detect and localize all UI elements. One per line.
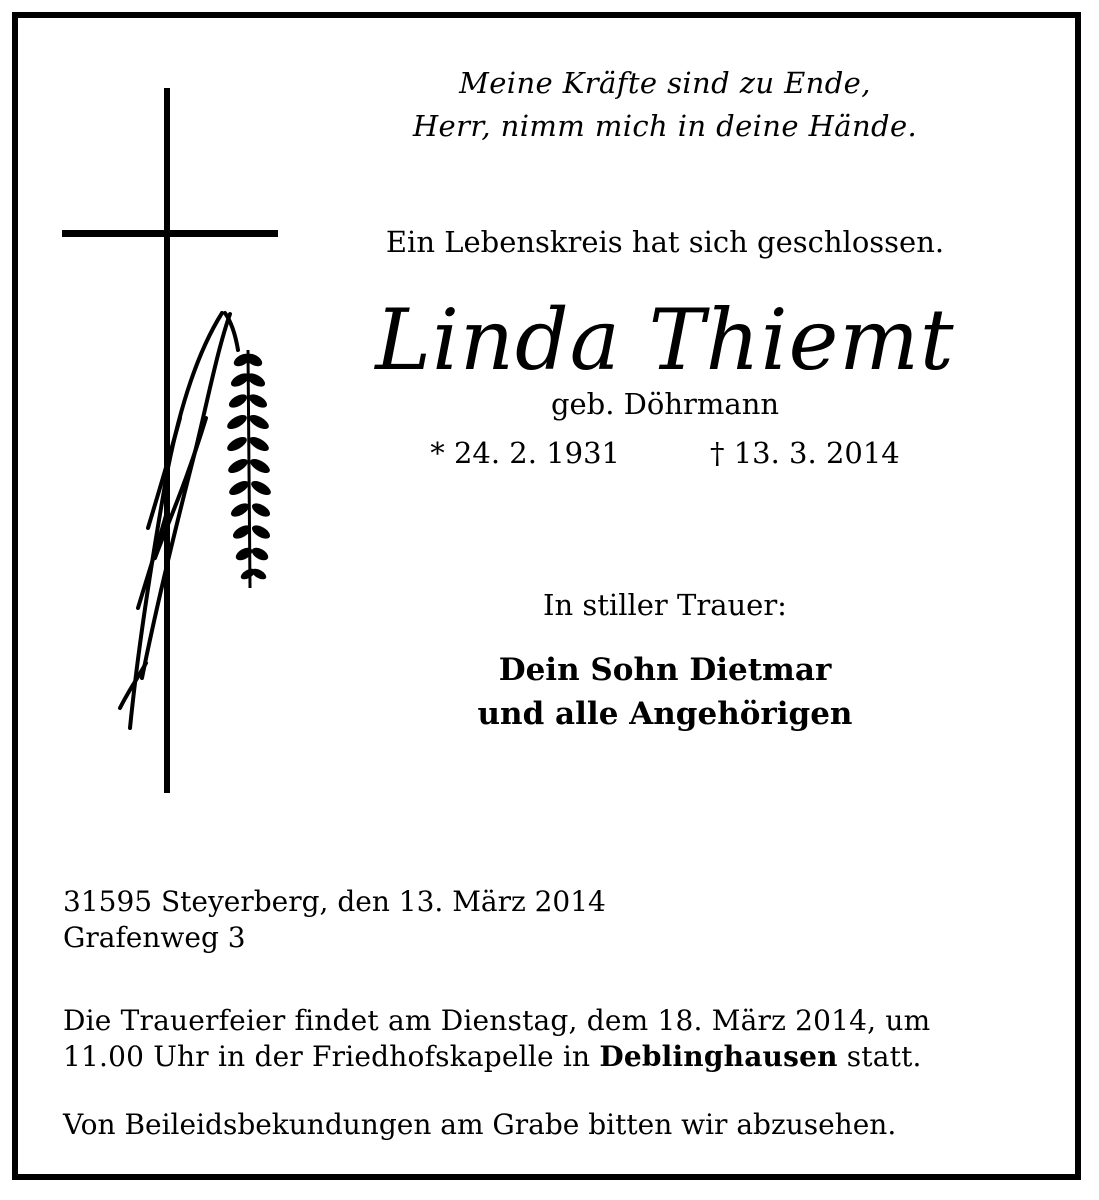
address-line-1: 31595 Steyerberg, den 13. März 2014 bbox=[63, 885, 606, 918]
family-signature bbox=[330, 648, 1000, 736]
service-line-2-pre: 11.00 Uhr in der Friedhofskapelle in bbox=[63, 1040, 600, 1073]
service-line-2 bbox=[63, 1039, 1053, 1075]
service-line-2-post: statt. bbox=[837, 1040, 922, 1073]
address-line-2: Grafenweg 3 bbox=[63, 921, 246, 954]
service-line-1: Die Trauerfeier findet am Dienstag, dem 18. März 2014, um bbox=[63, 1004, 931, 1037]
maiden-name: geb. Döhrmann bbox=[550, 387, 780, 421]
family-line-2: und alle Angehörigen bbox=[477, 696, 853, 732]
service-place: Deblinghausen bbox=[599, 1040, 838, 1073]
family-line-1: Dein Sohn Dietmar bbox=[498, 652, 832, 688]
motto-line-2: Herr, nimm mich in deine Hände. bbox=[412, 109, 918, 143]
motto-line-1: Meine Kräfte sind zu Ende, bbox=[459, 66, 871, 100]
death-date: † 13. 3. 2014 bbox=[710, 436, 900, 470]
address-block bbox=[63, 884, 1053, 956]
funeral-service-info bbox=[63, 1003, 1053, 1075]
birth-date: * 24. 2. 1931 bbox=[430, 436, 620, 470]
life-dates bbox=[330, 433, 1000, 473]
cross-with-wheat-icon bbox=[60, 88, 290, 793]
intro-text: Ein Lebenskreis hat sich geschlossen. bbox=[385, 225, 945, 259]
condolence-note: Von Beileidsbekundungen am Grabe bitten wir abzusehen. bbox=[63, 1108, 897, 1141]
deceased-name: Linda Thiemt bbox=[375, 291, 955, 389]
mourning-label: In stiller Trauer: bbox=[543, 588, 787, 622]
motto bbox=[330, 62, 1000, 148]
